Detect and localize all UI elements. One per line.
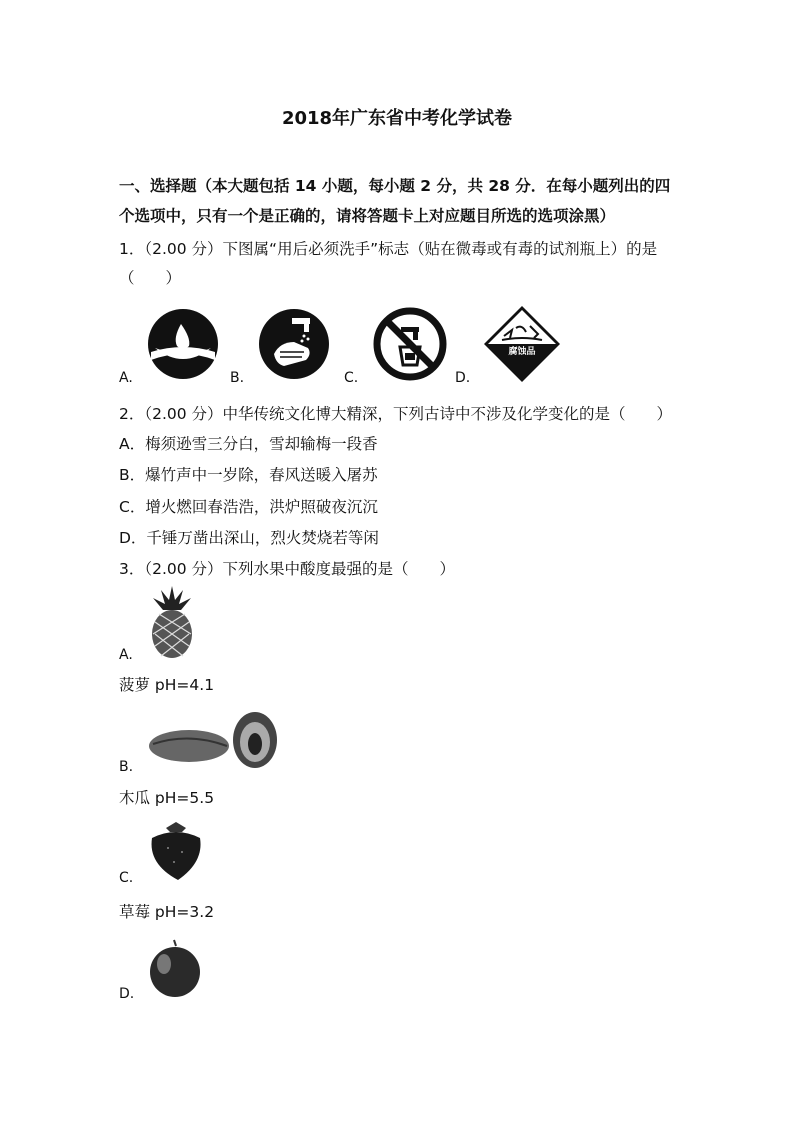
q3-option-c-label: C. (119, 870, 134, 886)
q1-option-a-label: A. (119, 370, 133, 386)
q3-option-c-strawberry-image (148, 822, 204, 882)
q1-stem-line2: （ ） (119, 269, 182, 287)
q3-option-a-label: A. (119, 647, 133, 663)
q1-option-a-image (147, 308, 219, 380)
q1-option-c-image (373, 307, 447, 381)
page-title: 2018年广东省中考化学试卷 (281, 108, 513, 129)
q1-option-b-label: B. (230, 370, 245, 386)
q3-option-d-fruit-image (148, 938, 202, 998)
q3-option-a-pineapple-image (147, 586, 197, 658)
q3-option-b-papaya-image (147, 706, 281, 770)
q3-option-b-caption: 木瓜 pH=5.5 (119, 789, 215, 807)
q1-option-c-label: C. (344, 370, 359, 386)
q2-option-b: B．爆竹声中一岁除，春风送暖入屠苏 (119, 466, 378, 484)
q3-option-b-label: B. (119, 759, 134, 775)
section-heading-line1: 一、选择题（本大题包括 14 小题，每小题 2 分，共 28 分．在每小题列出的四 (119, 177, 671, 195)
q3-option-d-label: D. (119, 986, 135, 1002)
q1-option-d-sign-text: 腐蚀品 (508, 347, 536, 357)
section-heading-line2: 个选项中，只有一个是正确的，请将答题卡上对应题目所选的选项涂黑） (119, 207, 616, 225)
q2-stem: 2．（2.00 分）中华传统文化博大精深，下列古诗中不涉及化学变化的是（ ） (119, 405, 673, 423)
q3-option-a-caption: 菠萝 pH=4.1 (119, 676, 215, 694)
q1-option-b-image (258, 308, 330, 380)
q1-stem-line1: 1．（2.00 分）下图属“用后必须洗手”标志（贴在微毒或有毒的试剂瓶上）的是 (119, 240, 658, 258)
q2-option-d: D．千锤万凿出深山，烈火焚烧若等闲 (119, 529, 379, 547)
q3-stem: 3．（2.00 分）下列水果中酸度最强的是（ ） (119, 560, 456, 578)
q1-option-d-label: D. (455, 370, 471, 386)
q3-option-c-caption: 草莓 pH=3.2 (119, 903, 215, 921)
q2-option-c: C．增火燃回春浩浩，洪炉照破夜沉沉 (119, 498, 378, 516)
q2-option-a: A．梅须逊雪三分白，雪却输梅一段香 (119, 435, 378, 453)
